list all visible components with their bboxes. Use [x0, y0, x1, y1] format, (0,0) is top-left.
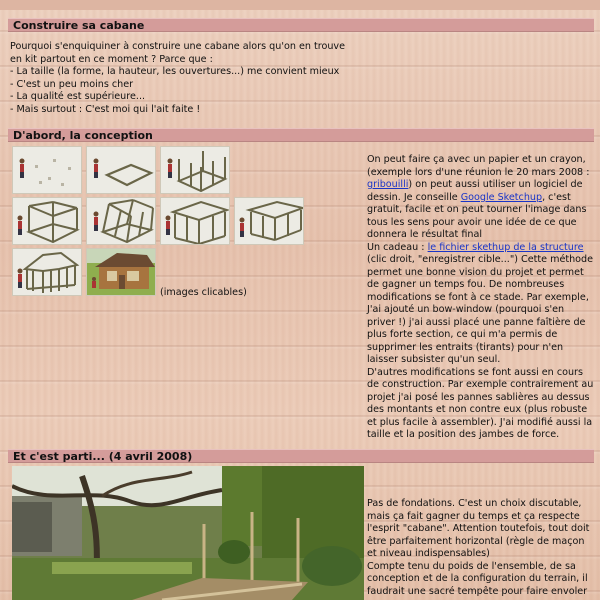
text-line: mais ça fait gagner du temps et ça respecte: [367, 510, 580, 522]
text-line: [367, 179, 593, 192]
sketch-thumbnail-5[interactable]: [86, 197, 156, 245]
text-fragment: ) on peut aussi utiliser un logiciel de: [408, 179, 583, 190]
sketch-thumbnail-2[interactable]: [86, 146, 156, 194]
text-fragment: , c'est: [542, 191, 571, 203]
text-line: des montants et non contre eux (plus robuste: [367, 404, 588, 415]
text-line: D'autres modifications se font aussi en cours: [367, 366, 583, 378]
sketch-thumbnail-1[interactable]: [12, 146, 82, 194]
intro-text: [10, 41, 345, 116]
text-line: (exemple lors d'une réunion le 20 mars 2008 :: [367, 166, 590, 178]
sketch-thumbnail-9[interactable]: [86, 248, 156, 296]
images-caption: (images clicables): [160, 287, 247, 298]
garden-construction-photo[interactable]: [12, 466, 364, 600]
intro-line: - C'est un peu moins cher: [10, 78, 134, 90]
text-line: laisser subsister qu'un seul.: [367, 354, 501, 365]
text-line: modifications se font à ce stade. Par exemple,: [367, 291, 589, 303]
conception-text: [367, 154, 593, 442]
construction-text: [367, 498, 589, 598]
section-heading-construire: Construire sa cabane: [8, 18, 594, 32]
text-line: tous les sens pour avoir une idée de ce que: [367, 216, 577, 228]
text-line: donnera le résultat final: [367, 229, 483, 240]
section-heading-cest-parti: Et c'est parti... (4 avril 2008): [8, 449, 594, 463]
intro-line: - Mais surtout : C'est moi qui l'ait faite !: [10, 103, 201, 115]
text-line: (clic droit, "enregistrer cible...") Cette méthode: [367, 254, 594, 265]
text-line: [367, 192, 593, 205]
text-line: l'esprit "cabane". Attention toutefois, tout doit: [367, 523, 590, 534]
gribouilli-link[interactable]: gribouilli: [367, 179, 409, 190]
intro-line: - La qualité est supérieure...: [10, 91, 146, 102]
section-heading-conception: D'abord, la conception: [8, 128, 594, 142]
text-line: projet j'ai posé les pannes sablières au dessus: [367, 391, 590, 403]
text-line: taille et la position des jambes de force.: [367, 429, 560, 440]
text-line: faudrait une sacré tempête pour faire envoler: [367, 585, 588, 597]
text-line: et niveau indispensables): [367, 548, 490, 559]
text-line: de construction. Par exemple contrairement au: [367, 379, 594, 390]
text-line: Compte tenu du poids de l'ensemble, de sa: [367, 560, 576, 572]
sketchup-file-link[interactable]: le fichier skethup de la structure: [427, 241, 584, 253]
text-line: et plus facile à assembler). J'ai modifié aussi la: [367, 416, 593, 428]
text-line: être parfaitement horizontal (règle de maçon: [367, 535, 585, 547]
text-line: On peut faire ça avec un papier et un crayon,: [367, 154, 586, 165]
text-fragment: Un cadeau :: [367, 241, 428, 253]
sketch-thumbnail-3[interactable]: [160, 146, 230, 194]
intro-line: - La taille (la forme, la hauteur, les ouvertures...) me convient mieux: [10, 66, 340, 77]
google-sketchup-link[interactable]: Google Sketchup: [460, 191, 543, 203]
text-line: conception et de la configuration du terrain, il: [367, 573, 588, 584]
top-strip: [0, 0, 600, 10]
text-line: gratuit, facile et on peut tourner l'image dans: [367, 204, 587, 215]
text-line: plus forte section, ce qui m'a permis de: [367, 329, 558, 340]
text-line: Pas de fondations. C'est un choix discutable,: [367, 498, 582, 509]
text-line: [367, 242, 593, 255]
sketch-thumbnail-4[interactable]: [12, 197, 82, 245]
sketch-thumbnail-7[interactable]: [234, 197, 304, 245]
text-line: supprimer les entraits (tirants) pour n'en: [367, 341, 564, 353]
intro-line: Pourquoi s'enquiquiner à construire une cabane alors qu'on en trouve: [10, 41, 346, 52]
text-line: permet une bonne vision du projet et permet: [367, 266, 584, 278]
text-line: de gagner un temps fou. De nombreuses: [367, 279, 565, 290]
text-line: priver !) j'ai aussi placé une panne faîtière de: [367, 316, 586, 328]
sketch-thumbnail-8[interactable]: [12, 248, 82, 296]
intro-line: en kit partout en ce moment ? Parce que :: [10, 53, 213, 65]
sketch-thumbnail-6[interactable]: [160, 197, 230, 245]
text-fragment: dessin. Je conseille: [367, 191, 461, 203]
text-line: J'ai ajouté un bow-window (pourquoi s'en: [367, 304, 565, 315]
